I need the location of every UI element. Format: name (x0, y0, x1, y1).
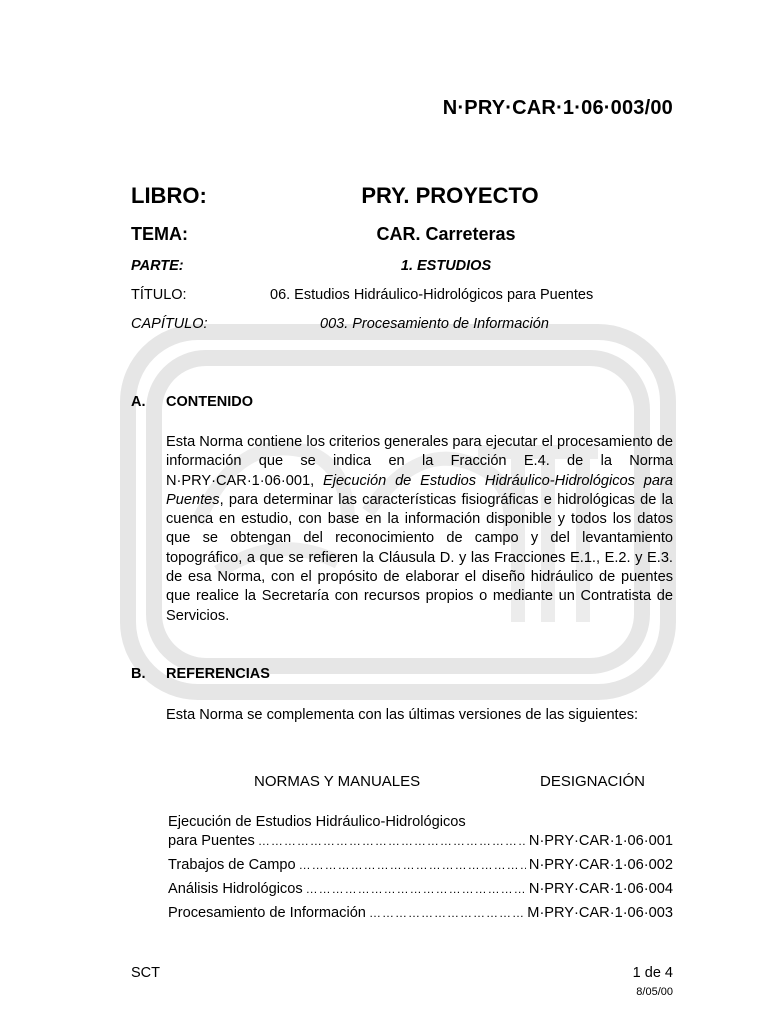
row-name: Procesamiento de Información (168, 905, 366, 921)
tema-value: CAR. Carreteras (376, 224, 516, 244)
tema-label: TEMA: (131, 224, 188, 244)
footer-org: SCT (131, 965, 160, 981)
row-name: para Puentes (168, 833, 255, 849)
section-a-title: CONTENIDO (166, 394, 253, 410)
section-b-paragraph: Esta Norma se complementa con las últimas versiones de las siguientes: (166, 707, 639, 723)
section-b-title: REFERENCIAS (166, 666, 270, 682)
parte-value: 1. ESTUDIOS (400, 258, 492, 274)
section-a-letter: A. (131, 394, 146, 410)
row-name: Análisis Hidrológicos (168, 881, 303, 897)
row-name: Trabajos de Campo (168, 857, 296, 873)
row-designation: N·PRY·CAR·1·06·002 (528, 857, 673, 873)
section-a-paragraph (166, 433, 673, 626)
capitulo-label: CAPÍTULO: (131, 316, 208, 332)
section-a-text-2: , para determinar las características fisiográficas e hidrológicas de la cuenca en estudio, con base en la información disponible y todos los datos que se obtengan del reconocimiento de campo y del levantamiento topográfico, a que se refieren la Cláusula D. y las Fracciones E.1., E.2. y E.3. de esa Norma, con el propósito de elaborar el diseño hidráulico de puentes que realice la Secretaría con recursos propios o mediante un Contratista de Servicios. (166, 491, 673, 624)
table-row (168, 881, 673, 901)
row-designation: M·PRY·CAR·1·06·003 (527, 905, 673, 921)
leader-dots (258, 834, 526, 848)
row-designation: N·PRY·CAR·1·06·001 (528, 833, 673, 849)
titulo-value: 06. Estudios Hidráulico-Hidrológicos para Puentes (270, 287, 594, 303)
footer-page-number: 1 de 4 (632, 965, 673, 981)
section-b-letter: B. (131, 666, 146, 682)
capitulo-value: 003. Procesamiento de Información (320, 316, 549, 332)
leader-dots (369, 906, 524, 920)
col-header-normas: NORMAS Y MANUALES (254, 773, 421, 790)
row-designation: N·PRY·CAR·1·06·004 (528, 881, 673, 897)
libro-label: LIBRO: (131, 183, 207, 208)
table-row (168, 905, 673, 925)
table-row (168, 833, 673, 853)
libro-value: PRY. PROYECTO (361, 183, 539, 208)
section-a-text-italic: Ejecución de Estudios Hidráulico-Hidrológicos para Puentes (166, 472, 673, 508)
titulo-label: TÍTULO: (131, 287, 187, 303)
document-code: N·PRY·CAR·1·06·003/00 (442, 97, 673, 119)
leader-dots (306, 882, 526, 896)
parte-label: PARTE: (131, 258, 184, 274)
footer-date: 8/05/00 (636, 986, 673, 998)
table-row-1-line1: Ejecución de Estudios Hidráulico-Hidrológicos (168, 814, 466, 830)
section-a-text-1: Esta Norma contiene los criterios generales para ejecutar el procesamiento de información que se indica en la Fracción E.4. de la Norma N·PRY·CAR·1·06·001, (166, 434, 673, 489)
col-header-designacion: DESIGNACIÓN (540, 773, 646, 790)
table-row (168, 857, 673, 877)
leader-dots (299, 858, 526, 872)
